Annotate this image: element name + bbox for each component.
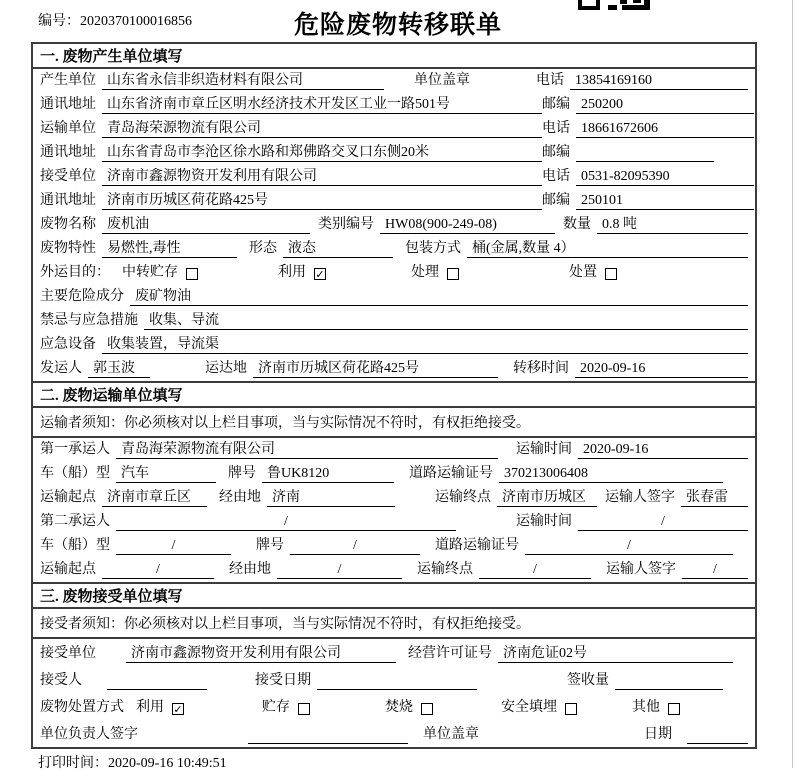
checkbox-disposal-landfill (565, 703, 577, 715)
vehicle-type-label: 车（船）型 (40, 466, 110, 481)
produce-unit-value: 山东省永信非织造材料有限公司 (102, 72, 384, 90)
checkbox-transfer-storage (186, 268, 198, 280)
checkbox-disposal-storage (298, 703, 310, 715)
route-via-label: 经由地 (229, 562, 271, 577)
vehicle-type-value: 汽车 (116, 465, 216, 483)
receiver-label: 接受人 (40, 673, 82, 688)
produce-unit-label: 产生单位 (40, 73, 96, 88)
row-transport-unit (33, 117, 755, 141)
transport-address-zip (576, 145, 714, 162)
plate-value: / (290, 537, 420, 555)
disposal-option-landfill: 安全填埋 (501, 700, 557, 715)
signed-quantity-label: 签收量 (567, 673, 609, 688)
taboo-measures-label: 禁忌与应急措施 (40, 313, 138, 328)
transport-time-value: 2020-09-16 (578, 441, 748, 459)
license-label: 经营许可证号 (408, 646, 492, 661)
carrier-signature-value: 张春雷 (681, 489, 748, 507)
section1-title: 一. 废物产生单位填写 (33, 44, 755, 69)
signed-quantity-value (615, 673, 723, 690)
phone-label: 电话 (542, 121, 570, 136)
route-start-value: 济南市章丘区 (102, 489, 207, 507)
second-carrier-value: / (116, 513, 456, 531)
route-via-value: / (277, 561, 402, 579)
road-permit-value: 370213006408 (499, 465, 723, 483)
row-waste-property (33, 237, 755, 261)
row-route-2 (33, 558, 755, 582)
row-dispatcher (33, 357, 755, 381)
emergency-equipment-label: 应急设备 (40, 337, 96, 352)
page-right-edge (792, 0, 793, 768)
produce-unit-phone: 13854169160 (570, 72, 748, 90)
row-responsible-signature (33, 720, 755, 747)
route-start-value: / (102, 561, 214, 579)
print-time-label: 打印时间： (38, 756, 108, 771)
zip-label: 邮编 (542, 97, 570, 112)
serial-label: 编号： (38, 14, 80, 29)
quantity-value: 0.8 吨 (597, 216, 748, 234)
print-time (38, 752, 227, 772)
row-disposal-method (33, 693, 755, 720)
receive-unit-value: 济南市鑫源物资开发利用有限公司 (102, 168, 542, 186)
row-receiver (33, 666, 755, 693)
produce-address-value: 山东省济南市章丘区明水经济技术开发区工业一路501号 (102, 96, 542, 114)
license-value: 济南危证02号 (498, 645, 733, 663)
waste-name-value: 废机油 (102, 216, 310, 234)
unit-seal-label: 单位盖章 (423, 727, 479, 742)
emergency-equipment-value: 收集装置，导流渠 (102, 336, 748, 354)
vehicle-type-label: 车（船）型 (40, 538, 110, 553)
first-carrier-value: 青岛海荣源物流有限公司 (116, 441, 498, 459)
dispatcher-label: 发运人 (40, 361, 82, 376)
destination-label: 运达地 (205, 361, 247, 376)
destination-value: 济南市历城区荷花路425号 (253, 360, 498, 378)
row-produce-address (33, 93, 755, 117)
row-transfer-purpose (33, 261, 755, 285)
row-second-carrier (33, 510, 755, 534)
receive-address-value: 济南市历城区荷花路425号 (102, 192, 542, 210)
zip-label: 邮编 (542, 193, 570, 208)
row-transport-address (33, 141, 755, 165)
vehicle-type-value: / (116, 537, 231, 555)
row-waste-name (33, 213, 755, 237)
first-carrier-label: 第一承运人 (40, 442, 110, 457)
transport-address-value: 山东省青岛市李沧区徐水路和郑佛路交叉口东侧20米 (102, 144, 542, 162)
print-time-value: 2020-09-16 10:49:51 (108, 756, 227, 771)
transport-unit-label: 运输单位 (40, 121, 96, 136)
category-code-value: HW08(900-249-08) (380, 216, 555, 234)
route-end-value: 济南市历城区 (497, 489, 597, 507)
manifest-form (31, 42, 757, 749)
disposal-option-storage: 贮存 (262, 700, 290, 715)
dispatcher-value: 郭玉波 (88, 360, 150, 378)
date-label: 日期 (644, 727, 672, 742)
row-route-1 (33, 486, 755, 510)
responsible-signature-value (248, 727, 408, 744)
transport-address-label: 通讯地址 (40, 145, 96, 160)
taboo-measures-value: 收集、导流 (144, 312, 748, 330)
purpose-option-dispose: 处置 (569, 265, 597, 280)
disposal-option-utilize: 利用 (136, 700, 164, 715)
form-label: 形态 (249, 241, 277, 256)
route-end-label: 运输终点 (435, 490, 491, 505)
purpose-option-utilize: 利用 (278, 265, 306, 280)
accept-unit-label: 接受单位 (40, 646, 96, 661)
section3-title: 三. 废物接受单位填写 (33, 582, 755, 609)
responsible-signature-label: 单位负责人签字 (40, 727, 138, 742)
checkbox-disposal-incinerate (421, 703, 433, 715)
row-emergency-equipment (33, 333, 755, 357)
route-end-value: / (479, 561, 591, 579)
transport-time-label: 运输时间 (516, 442, 572, 457)
section3-notice: 接受者须知：你必须核对以上栏目事项，当与实际情况不符时，有权拒绝接受。 (33, 609, 755, 639)
section2-title: 二. 废物运输单位填写 (33, 381, 755, 408)
produce-address-label: 通讯地址 (40, 97, 96, 112)
phone-label: 电话 (536, 73, 564, 88)
plate-label: 牌号 (256, 538, 284, 553)
purpose-option-treat: 处理 (411, 265, 439, 280)
row-hazard-component (33, 285, 755, 309)
section2-notice: 运输者须知：你必须核对以上栏目事项，当与实际情况不符时，有权拒绝接受。 (33, 408, 755, 438)
receiver-value (107, 673, 207, 690)
hazard-component-label: 主要危险成分 (40, 289, 124, 304)
category-code-label: 类别编号 (318, 217, 374, 232)
row-vehicle-1 (33, 462, 755, 486)
road-permit-label: 道路运输证号 (435, 538, 519, 553)
road-permit-label: 道路运输证号 (409, 466, 493, 481)
route-start-label: 运输起点 (40, 490, 96, 505)
road-permit-value: / (525, 537, 733, 555)
accept-date-value (317, 673, 477, 690)
waste-property-value: 易燃性,毒性 (102, 240, 237, 258)
form-value: 液态 (283, 240, 393, 258)
waste-name-label: 废物名称 (40, 217, 96, 232)
transfer-time-label: 转移时间 (513, 361, 569, 376)
produce-address-zip: 250200 (576, 96, 754, 114)
checkbox-treat (447, 268, 459, 280)
unit-seal-label: 单位盖章 (414, 73, 470, 88)
transport-unit-phone: 18661672606 (576, 120, 754, 138)
disposal-method-label: 废物处置方式 (40, 700, 124, 715)
carrier-signature-label: 运输人签字 (606, 562, 676, 577)
route-end-label: 运输终点 (417, 562, 473, 577)
transport-time-label: 运输时间 (516, 514, 572, 529)
row-receive-address (33, 189, 755, 213)
disposal-option-incinerate: 焚烧 (385, 700, 413, 715)
row-accept-unit (33, 639, 755, 666)
row-vehicle-2 (33, 534, 755, 558)
disposal-option-other: 其他 (632, 700, 660, 715)
packaging-label: 包装方式 (405, 241, 461, 256)
route-start-label: 运输起点 (40, 562, 96, 577)
accept-unit-value: 济南市鑫源物资开发利用有限公司 (126, 645, 396, 663)
plate-label: 牌号 (228, 466, 256, 481)
row-taboo-measures (33, 309, 755, 333)
transport-unit-value: 青岛海荣源物流有限公司 (102, 120, 542, 138)
packaging-value: 桶(金属,数量 4） (467, 240, 748, 258)
waste-property-label: 废物特性 (40, 241, 96, 256)
hazard-component-value: 废矿物油 (130, 288, 748, 306)
checkbox-dispose (605, 268, 617, 280)
page-title: 危险废物转移联单 (293, 12, 502, 39)
row-receive-unit (33, 165, 755, 189)
carrier-signature-label: 运输人签字 (605, 490, 675, 505)
receive-unit-phone: 0531-82095390 (576, 168, 754, 186)
transfer-time-value: 2020-09-16 (575, 360, 748, 378)
zip-label: 邮编 (542, 145, 570, 160)
transport-time-value: / (578, 513, 748, 531)
serial-value: 2020370100016856 (80, 14, 192, 29)
phone-label: 电话 (542, 169, 570, 184)
route-via-value: 济南 (267, 489, 395, 507)
checkbox-utilize: ✓ (315, 268, 325, 281)
receive-address-label: 通讯地址 (40, 193, 96, 208)
purpose-label: 外运目的： (40, 265, 110, 280)
purpose-option-transfer-storage: 中转贮存 (122, 265, 178, 280)
date-value (687, 727, 748, 744)
checkbox-disposal-other (668, 703, 680, 715)
checkbox-disposal-utilize: ✓ (173, 703, 183, 716)
quantity-label: 数量 (563, 217, 591, 232)
receive-unit-label: 接受单位 (40, 169, 96, 184)
carrier-signature-value: / (682, 561, 748, 579)
plate-value: 鲁UK8120 (262, 465, 394, 483)
route-via-label: 经由地 (219, 490, 261, 505)
row-produce-unit (33, 69, 755, 93)
receive-address-zip: 250101 (576, 192, 754, 210)
qr-code-icon (578, 0, 650, 10)
accept-date-label: 接受日期 (255, 673, 311, 688)
second-carrier-label: 第二承运人 (40, 514, 110, 529)
row-first-carrier (33, 438, 755, 462)
